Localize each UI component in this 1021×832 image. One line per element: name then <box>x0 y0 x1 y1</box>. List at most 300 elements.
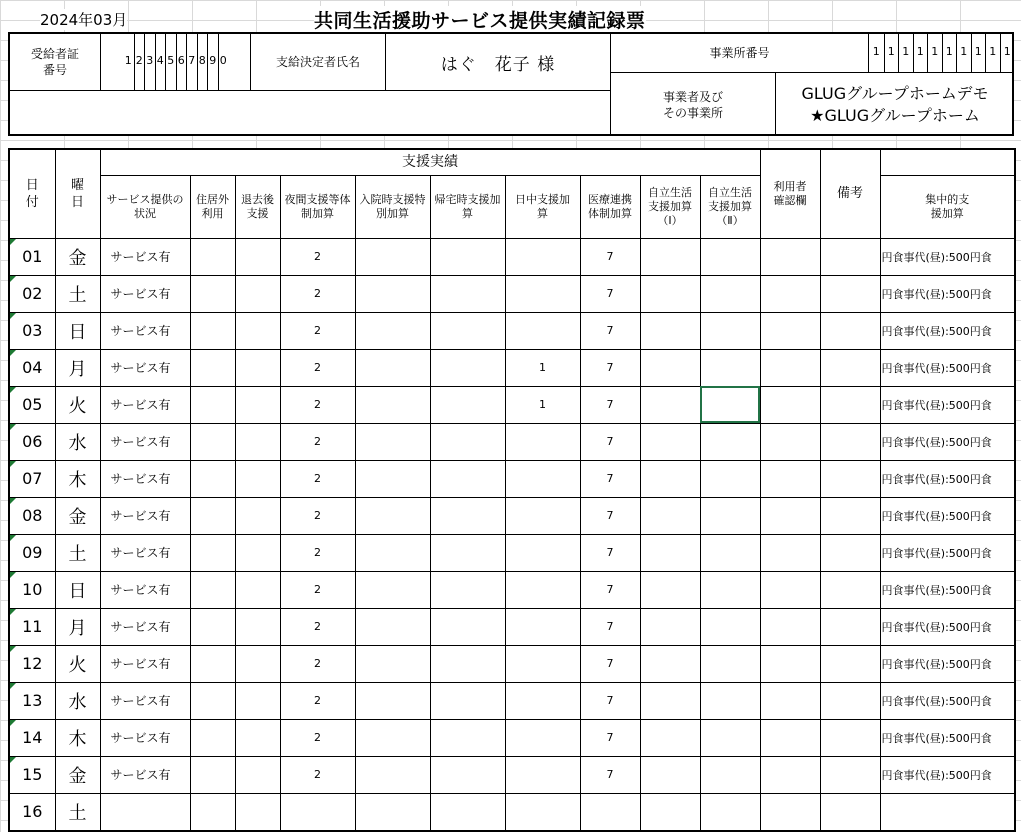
table-row <box>9 756 1015 793</box>
remarks-cell[interactable]: 円食事代(昼):500円食 <box>880 571 1015 608</box>
medical-cell[interactable]: 7 <box>580 608 640 645</box>
independence-1-cell[interactable] <box>640 349 700 386</box>
medical-cell[interactable]: 7 <box>580 645 640 682</box>
outside-stay-cell[interactable] <box>190 756 235 793</box>
medical-cell[interactable]: 7 <box>580 238 640 275</box>
medical-cell[interactable]: 7 <box>580 275 640 312</box>
operator-name-line1: GLUGグループホームデモ <box>801 83 989 103</box>
daytime-cell[interactable] <box>505 756 580 793</box>
hospital-entry-cell[interactable] <box>355 497 430 534</box>
service-status-cell[interactable]: サービス有 <box>100 571 190 608</box>
col-remarks-header: 備考 <box>820 149 880 238</box>
day-cell[interactable]: 15 <box>9 756 55 793</box>
table-row <box>9 571 1015 608</box>
post-discharge-cell[interactable] <box>235 238 280 275</box>
table-row <box>9 423 1015 460</box>
outside-stay-cell[interactable] <box>190 460 235 497</box>
medical-cell[interactable]: 7 <box>580 312 640 349</box>
independence-2-cell[interactable] <box>700 460 760 497</box>
home-return-cell[interactable] <box>430 793 505 831</box>
user-confirm-cell[interactable] <box>820 756 880 793</box>
service-status-cell[interactable]: サービス有 <box>100 238 190 275</box>
daytime-cell[interactable] <box>505 793 580 831</box>
independence-1-cell[interactable] <box>640 497 700 534</box>
col-independence-2-header: 自立生活支援加算（Ⅱ） <box>700 175 760 238</box>
remarks-cell[interactable]: 円食事代(昼):500円食 <box>880 756 1015 793</box>
post-discharge-cell[interactable] <box>235 571 280 608</box>
user-confirm-cell[interactable] <box>820 312 880 349</box>
hospital-entry-cell[interactable] <box>355 312 430 349</box>
recipient-digit-4: 4 <box>155 34 166 90</box>
person-name[interactable]: はぐ 花子 様 <box>385 34 610 90</box>
outside-stay-cell[interactable] <box>190 386 235 423</box>
intensive-cell[interactable] <box>760 719 820 756</box>
daytime-cell[interactable] <box>505 719 580 756</box>
daytime-cell[interactable] <box>505 571 580 608</box>
intensive-cell[interactable] <box>760 756 820 793</box>
service-status-cell[interactable]: サービス有 <box>100 756 190 793</box>
office-number-digits[interactable] <box>868 34 1014 72</box>
remarks-cell[interactable]: 円食事代(昼):500円食 <box>880 682 1015 719</box>
outside-stay-cell[interactable] <box>190 312 235 349</box>
document-title: 共同生活援助サービス提供実績記録票 <box>314 6 646 33</box>
post-discharge-cell[interactable] <box>235 793 280 831</box>
night-support-cell[interactable]: 2 <box>280 460 355 497</box>
recipient-label-line2: 番号 <box>42 63 67 77</box>
recipient-digit-9: 9 <box>207 34 218 90</box>
independence-2-cell[interactable] <box>700 349 760 386</box>
remarks-cell[interactable]: 円食事代(昼):500円食 <box>880 349 1015 386</box>
weekday-cell[interactable]: 金 <box>55 756 100 793</box>
hospital-entry-cell[interactable] <box>355 386 430 423</box>
day-cell[interactable]: 05 <box>9 386 55 423</box>
independence-2-cell[interactable] <box>700 423 760 460</box>
table-row <box>9 238 1015 275</box>
outside-stay-cell[interactable] <box>190 534 235 571</box>
service-status-cell[interactable]: サービス有 <box>100 719 190 756</box>
independence-2-cell[interactable] <box>700 571 760 608</box>
user-confirm-cell[interactable] <box>820 608 880 645</box>
home-return-cell[interactable] <box>430 497 505 534</box>
office-digit-7: 1 <box>956 34 971 72</box>
intensive-cell[interactable] <box>760 423 820 460</box>
header-blank-area <box>10 90 610 136</box>
weekday-cell[interactable]: 金 <box>55 497 100 534</box>
daytime-cell[interactable] <box>505 312 580 349</box>
daytime-cell[interactable] <box>505 534 580 571</box>
remarks-cell[interactable]: 円食事代(昼):500円食 <box>880 497 1015 534</box>
col-group-support-record: 支援実績 <box>100 149 760 175</box>
medical-cell[interactable]: 7 <box>580 682 640 719</box>
intensive-cell[interactable] <box>760 460 820 497</box>
remarks-cell[interactable]: 円食事代(昼):500円食 <box>880 608 1015 645</box>
weekday-cell[interactable]: 月 <box>55 608 100 645</box>
recipient-digit-8: 8 <box>197 34 208 90</box>
medical-cell[interactable]: 7 <box>580 460 640 497</box>
recipient-digit-10: 0 <box>218 34 229 90</box>
independence-1-cell[interactable] <box>640 645 700 682</box>
hospital-entry-cell[interactable] <box>355 275 430 312</box>
daytime-cell[interactable] <box>505 238 580 275</box>
remarks-cell[interactable]: 円食事代(昼):500円食 <box>880 534 1015 571</box>
intensive-cell[interactable] <box>760 497 820 534</box>
home-return-cell[interactable] <box>430 275 505 312</box>
outside-stay-cell[interactable] <box>190 682 235 719</box>
weekday-cell[interactable]: 水 <box>55 682 100 719</box>
medical-cell[interactable]: 7 <box>580 423 640 460</box>
user-confirm-cell[interactable] <box>820 460 880 497</box>
weekday-cell[interactable]: 日 <box>55 571 100 608</box>
intensive-cell[interactable] <box>760 238 820 275</box>
weekday-cell[interactable]: 月 <box>55 349 100 386</box>
independence-2-cell[interactable] <box>700 719 760 756</box>
independence-2-cell[interactable] <box>700 645 760 682</box>
independence-2-cell[interactable] <box>700 793 760 831</box>
intensive-cell[interactable] <box>760 793 820 831</box>
office-digit-5: 1 <box>927 34 942 72</box>
day-cell[interactable]: 04 <box>9 349 55 386</box>
home-return-cell[interactable] <box>430 756 505 793</box>
remarks-cell[interactable]: 円食事代(昼):500円食 <box>880 386 1015 423</box>
night-support-cell[interactable]: 2 <box>280 682 355 719</box>
office-digit-9: 1 <box>985 34 1000 72</box>
post-discharge-cell[interactable] <box>235 719 280 756</box>
post-discharge-cell[interactable] <box>235 275 280 312</box>
recipient-number-digits[interactable] <box>100 34 250 90</box>
independence-2-cell[interactable] <box>700 312 760 349</box>
medical-cell[interactable]: 7 <box>580 386 640 423</box>
independence-1-cell[interactable] <box>640 756 700 793</box>
independence-1-cell[interactable] <box>640 793 700 831</box>
intensive-cell[interactable] <box>760 645 820 682</box>
daytime-cell[interactable] <box>505 682 580 719</box>
daytime-cell[interactable]: 1 <box>505 349 580 386</box>
daytime-cell[interactable] <box>505 275 580 312</box>
user-confirm-cell[interactable] <box>820 534 880 571</box>
table-row <box>9 460 1015 497</box>
recipient-digit-3: 3 <box>144 34 155 90</box>
day-cell[interactable]: 16 <box>9 793 55 831</box>
independence-1-cell[interactable] <box>640 423 700 460</box>
intensive-cell[interactable] <box>760 571 820 608</box>
day-cell[interactable]: 08 <box>9 497 55 534</box>
post-discharge-cell[interactable] <box>235 645 280 682</box>
intensive-cell[interactable] <box>760 275 820 312</box>
post-discharge-cell[interactable] <box>235 497 280 534</box>
medical-cell[interactable]: 7 <box>580 497 640 534</box>
user-confirm-cell[interactable] <box>820 423 880 460</box>
intensive-cell[interactable] <box>760 312 820 349</box>
hospital-entry-cell[interactable] <box>355 238 430 275</box>
service-status-cell[interactable]: サービス有 <box>100 460 190 497</box>
independence-1-cell[interactable] <box>640 534 700 571</box>
night-support-cell[interactable]: 2 <box>280 497 355 534</box>
recipient-digit-5: 5 <box>165 34 176 90</box>
user-confirm-cell[interactable] <box>820 645 880 682</box>
weekday-cell[interactable]: 火 <box>55 386 100 423</box>
independence-1-cell[interactable] <box>640 608 700 645</box>
post-discharge-cell[interactable] <box>235 386 280 423</box>
service-status-cell[interactable]: サービス有 <box>100 349 190 386</box>
home-return-cell[interactable] <box>430 312 505 349</box>
user-confirm-cell[interactable] <box>820 349 880 386</box>
day-cell[interactable]: 14 <box>9 719 55 756</box>
table-row <box>9 275 1015 312</box>
table-row <box>9 497 1015 534</box>
day-cell[interactable]: 07 <box>9 460 55 497</box>
post-discharge-cell[interactable] <box>235 312 280 349</box>
daytime-cell[interactable] <box>505 423 580 460</box>
post-discharge-cell[interactable] <box>235 423 280 460</box>
table-row <box>9 719 1015 756</box>
independence-1-cell[interactable] <box>640 275 700 312</box>
independence-1-cell[interactable] <box>640 312 700 349</box>
night-support-cell[interactable] <box>280 793 355 831</box>
table-row <box>9 534 1015 571</box>
service-status-cell[interactable]: サービス有 <box>100 312 190 349</box>
intensive-cell[interactable] <box>760 386 820 423</box>
office-digit-8: 1 <box>971 34 986 72</box>
night-support-cell[interactable]: 2 <box>280 238 355 275</box>
night-support-cell[interactable]: 2 <box>280 349 355 386</box>
outside-stay-cell[interactable] <box>190 238 235 275</box>
day-cell[interactable]: 02 <box>9 275 55 312</box>
hospital-entry-cell[interactable] <box>355 534 430 571</box>
independence-1-cell[interactable] <box>640 386 700 423</box>
office-digit-4: 1 <box>913 34 928 72</box>
daytime-cell[interactable] <box>505 460 580 497</box>
night-support-cell[interactable]: 2 <box>280 645 355 682</box>
hospital-entry-cell[interactable] <box>355 793 430 831</box>
medical-cell[interactable]: 7 <box>580 719 640 756</box>
col-independence-1-header: 自立生活支援加算（Ⅰ） <box>640 175 700 238</box>
table-row <box>9 793 1015 831</box>
user-confirm-cell[interactable] <box>820 386 880 423</box>
intensive-cell[interactable] <box>760 682 820 719</box>
outside-stay-cell[interactable] <box>190 349 235 386</box>
weekday-cell[interactable]: 土 <box>55 275 100 312</box>
night-support-cell[interactable]: 2 <box>280 608 355 645</box>
recipient-digit-7: 7 <box>186 34 197 90</box>
service-status-cell[interactable]: サービス有 <box>100 682 190 719</box>
weekday-cell[interactable]: 水 <box>55 423 100 460</box>
weekday-cell[interactable]: 土 <box>55 793 100 831</box>
user-confirm-cell[interactable] <box>820 497 880 534</box>
outside-stay-cell[interactable] <box>190 571 235 608</box>
night-support-cell[interactable]: 2 <box>280 386 355 423</box>
intensive-cell[interactable] <box>760 608 820 645</box>
independence-1-cell[interactable] <box>640 460 700 497</box>
night-support-cell[interactable]: 2 <box>280 756 355 793</box>
hospital-entry-cell[interactable] <box>355 645 430 682</box>
hospital-entry-cell[interactable] <box>355 682 430 719</box>
service-status-cell[interactable]: サービス有 <box>100 423 190 460</box>
hospital-entry-cell[interactable] <box>355 460 430 497</box>
hospital-entry-cell[interactable] <box>355 571 430 608</box>
weekday-cell[interactable]: 土 <box>55 534 100 571</box>
independence-2-cell[interactable] <box>700 497 760 534</box>
independence-1-cell[interactable] <box>640 719 700 756</box>
hospital-entry-cell[interactable] <box>355 349 430 386</box>
night-support-cell[interactable]: 2 <box>280 571 355 608</box>
remarks-cell[interactable]: 円食事代(昼):500円食 <box>880 645 1015 682</box>
recipient-number-label <box>10 34 100 90</box>
weekday-cell[interactable]: 日 <box>55 312 100 349</box>
daytime-cell[interactable] <box>505 608 580 645</box>
intensive-cell[interactable] <box>760 349 820 386</box>
recipient-digit-1: 1 <box>124 54 132 67</box>
outside-stay-cell[interactable] <box>190 645 235 682</box>
service-status-cell[interactable]: サービス有 <box>100 645 190 682</box>
day-cell[interactable]: 13 <box>9 682 55 719</box>
service-status-cell[interactable] <box>100 793 190 831</box>
post-discharge-cell[interactable] <box>235 756 280 793</box>
independence-2-cell[interactable] <box>700 756 760 793</box>
home-return-cell[interactable] <box>430 238 505 275</box>
col-hospital-entry-header: 入院時支援特別加算 <box>355 175 430 238</box>
col-user-confirm-header: 利用者確認欄 <box>760 149 820 238</box>
service-status-cell[interactable]: サービス有 <box>100 497 190 534</box>
night-support-cell[interactable]: 2 <box>280 423 355 460</box>
col-post-discharge-header: 退去後支援 <box>235 175 280 238</box>
day-cell[interactable]: 06 <box>9 423 55 460</box>
month-label: 2024年03月 <box>40 11 128 29</box>
weekday-cell[interactable]: 火 <box>55 645 100 682</box>
remarks-cell[interactable]: 円食事代(昼):500円食 <box>880 719 1015 756</box>
outside-stay-cell[interactable] <box>190 497 235 534</box>
service-status-cell[interactable]: サービス有 <box>100 534 190 571</box>
col-intensive-header: 集中的支援加算 <box>880 175 1015 238</box>
user-confirm-cell[interactable] <box>820 682 880 719</box>
outside-stay-cell[interactable] <box>190 608 235 645</box>
recipient-digit-6: 6 <box>176 34 187 90</box>
table-row <box>9 608 1015 645</box>
service-status-cell[interactable]: サービス有 <box>100 608 190 645</box>
remarks-cell[interactable] <box>880 793 1015 831</box>
weekday-cell[interactable]: 木 <box>55 719 100 756</box>
medical-cell[interactable]: 7 <box>580 534 640 571</box>
office-digit-6: 1 <box>942 34 957 72</box>
post-discharge-cell[interactable] <box>235 682 280 719</box>
table-row <box>9 386 1015 423</box>
operator-name-line2: ★GLUGグループホーム <box>810 105 980 125</box>
home-return-cell[interactable] <box>430 534 505 571</box>
home-return-cell[interactable] <box>430 608 505 645</box>
home-return-cell[interactable] <box>430 349 505 386</box>
record-table <box>8 148 1016 832</box>
user-confirm-cell[interactable] <box>820 793 880 831</box>
col-day-header: 日付 <box>9 149 55 238</box>
home-return-cell[interactable] <box>430 460 505 497</box>
table-row <box>9 349 1015 386</box>
remarks-cell[interactable]: 円食事代(昼):500円食 <box>880 238 1015 275</box>
outside-stay-cell[interactable] <box>190 719 235 756</box>
hospital-entry-cell[interactable] <box>355 719 430 756</box>
weekday-cell[interactable]: 木 <box>55 460 100 497</box>
post-discharge-cell[interactable] <box>235 608 280 645</box>
outside-stay-cell[interactable] <box>190 423 235 460</box>
remarks-cell[interactable]: 円食事代(昼):500円食 <box>880 460 1015 497</box>
independence-2-cell[interactable] <box>700 682 760 719</box>
office-digit-2: 1 <box>884 34 899 72</box>
independence-2-cell[interactable] <box>700 534 760 571</box>
intensive-cell[interactable] <box>760 534 820 571</box>
table-row <box>9 312 1015 349</box>
day-cell[interactable]: 10 <box>9 571 55 608</box>
operator-name[interactable] <box>775 72 1014 136</box>
user-confirm-cell[interactable] <box>820 275 880 312</box>
post-discharge-cell[interactable] <box>235 349 280 386</box>
user-confirm-cell[interactable] <box>820 719 880 756</box>
remarks-cell[interactable]: 円食事代(昼):500円食 <box>880 275 1015 312</box>
home-return-cell[interactable] <box>430 386 505 423</box>
hospital-entry-cell[interactable] <box>355 423 430 460</box>
col-weekday-header: 曜日 <box>55 149 100 238</box>
daytime-cell[interactable]: 1 <box>505 386 580 423</box>
office-digit-10: 1 <box>1000 34 1015 72</box>
operator-label-line1: 事業者及び <box>662 89 723 104</box>
day-cell[interactable]: 11 <box>9 608 55 645</box>
day-cell[interactable]: 12 <box>9 645 55 682</box>
office-digit-3: 1 <box>898 34 913 72</box>
remarks-cell[interactable]: 円食事代(昼):500円食 <box>880 423 1015 460</box>
user-confirm-cell[interactable] <box>820 238 880 275</box>
day-cell[interactable]: 03 <box>9 312 55 349</box>
home-return-cell[interactable] <box>430 719 505 756</box>
recipient-digit-2: 2 <box>134 34 145 90</box>
hospital-entry-cell[interactable] <box>355 608 430 645</box>
operator-label <box>610 72 775 136</box>
col-service-status-header: サービス提供の状況 <box>100 175 190 238</box>
recipient-label-line1: 受給者証 <box>30 47 79 61</box>
medical-cell[interactable]: 7 <box>580 571 640 608</box>
independence-1-cell[interactable] <box>640 571 700 608</box>
user-confirm-cell[interactable] <box>820 571 880 608</box>
outside-stay-cell[interactable] <box>190 275 235 312</box>
night-support-cell[interactable]: 2 <box>280 534 355 571</box>
selected-cell[interactable] <box>700 386 760 423</box>
daytime-cell[interactable] <box>505 497 580 534</box>
independence-1-cell[interactable] <box>640 238 700 275</box>
night-support-cell[interactable]: 2 <box>280 719 355 756</box>
day-cell[interactable]: 01 <box>9 238 55 275</box>
independence-2-cell[interactable] <box>700 608 760 645</box>
independence-1-cell[interactable] <box>640 682 700 719</box>
service-status-cell[interactable]: サービス有 <box>100 275 190 312</box>
independence-2-cell[interactable] <box>700 238 760 275</box>
hospital-entry-cell[interactable] <box>355 756 430 793</box>
medical-cell[interactable]: 7 <box>580 349 640 386</box>
remarks-cell[interactable]: 円食事代(昼):500円食 <box>880 312 1015 349</box>
post-discharge-cell[interactable] <box>235 460 280 497</box>
day-cell[interactable]: 09 <box>9 534 55 571</box>
post-discharge-cell[interactable] <box>235 534 280 571</box>
medical-cell[interactable] <box>580 793 640 831</box>
night-support-cell[interactable]: 2 <box>280 275 355 312</box>
medical-cell[interactable]: 7 <box>580 756 640 793</box>
home-return-cell[interactable] <box>430 571 505 608</box>
weekday-cell[interactable]: 金 <box>55 238 100 275</box>
night-support-cell[interactable]: 2 <box>280 312 355 349</box>
outside-stay-cell[interactable] <box>190 793 235 831</box>
home-return-cell[interactable] <box>430 682 505 719</box>
home-return-cell[interactable] <box>430 645 505 682</box>
independence-2-cell[interactable] <box>700 275 760 312</box>
daytime-cell[interactable] <box>505 645 580 682</box>
home-return-cell[interactable] <box>430 423 505 460</box>
service-status-cell[interactable]: サービス有 <box>100 386 190 423</box>
office-number-label: 事業所番号 <box>610 34 868 72</box>
